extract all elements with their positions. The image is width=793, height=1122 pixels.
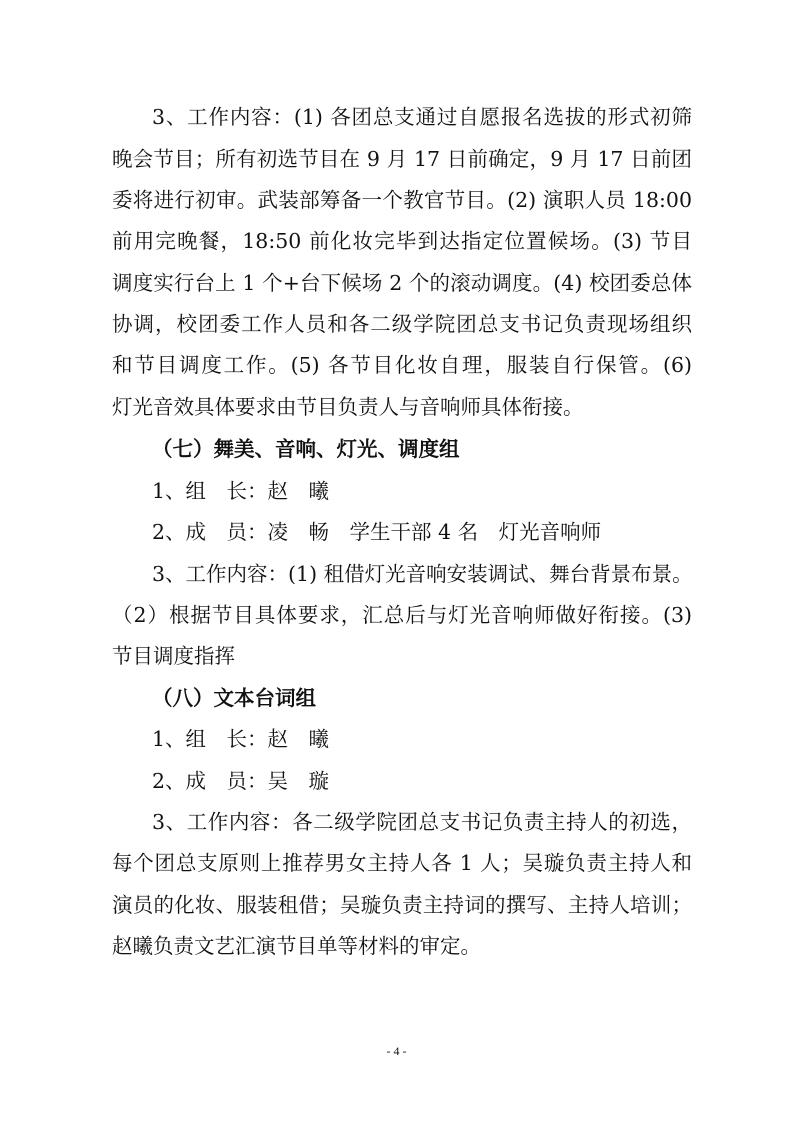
page-number: - 4 - [386,1044,407,1058]
section-heading: （八）文本台词组 [152,686,316,710]
text-line: 调度实行台上 1 个+台下候场 2 个的滚动调度。(4) 校团委总体 [112,271,692,295]
text-line: 2、成 员：凌 畅 学生干部 4 名 灯光音响师 [152,520,602,544]
text-line: 晚会节目；所有初选节目在 9 月 17 日前确定，9 月 17 日前团 [112,147,692,171]
text-line: 1、组 长：赵 曦 [152,727,330,751]
text-line: 3、工作内容：各二级学院团总支书记负责主持人的初选， [152,810,692,834]
text-line: 3、工作内容：(1) 各团总支通过自愿报名选拔的形式初筛 [152,105,692,129]
text-line: 协调，校团委工作人员和各二级学院团总支书记负责现场组织 [112,312,692,336]
text-line: 前用完晚餐，18:50 前化妆完毕到达指定位置候场。(3) 节目 [112,229,692,253]
text-line: 和节目调度工作。(5) 各节目化妆自理，服装自行保管。(6) [112,353,692,377]
text-line: 赵曦负责文艺汇演节目单等材料的审定。 [112,934,481,958]
text-line: 演员的化妆、服装租借；吴璇负责主持词的撰写、主持人培训； [112,893,692,917]
section-heading: （七）舞美、音响、灯光、调度组 [152,437,460,461]
text-line: 3、工作内容：(1) 租借灯光音响安装调试、舞台背景布景。 [152,562,693,586]
text-line: 2、成 员：吴 璇 [152,769,330,793]
text-line: 委将进行初审。武装部筹备一个教官节目。(2) 演职人员 18:00 [112,188,692,212]
text-line: 灯光音效具体要求由节目负责人与音响师具体衔接。 [112,395,584,419]
text-line: 1、组 长：赵 曦 [152,479,330,503]
text-line: （2）根据节目具体要求，汇总后与灯光音响师做好衔接。(3) [112,603,692,627]
text-line: 节目调度指挥 [112,644,235,668]
text-line: 每个团总支原则上推荐男女主持人各 1 人；吴璇负责主持人和 [112,851,692,875]
